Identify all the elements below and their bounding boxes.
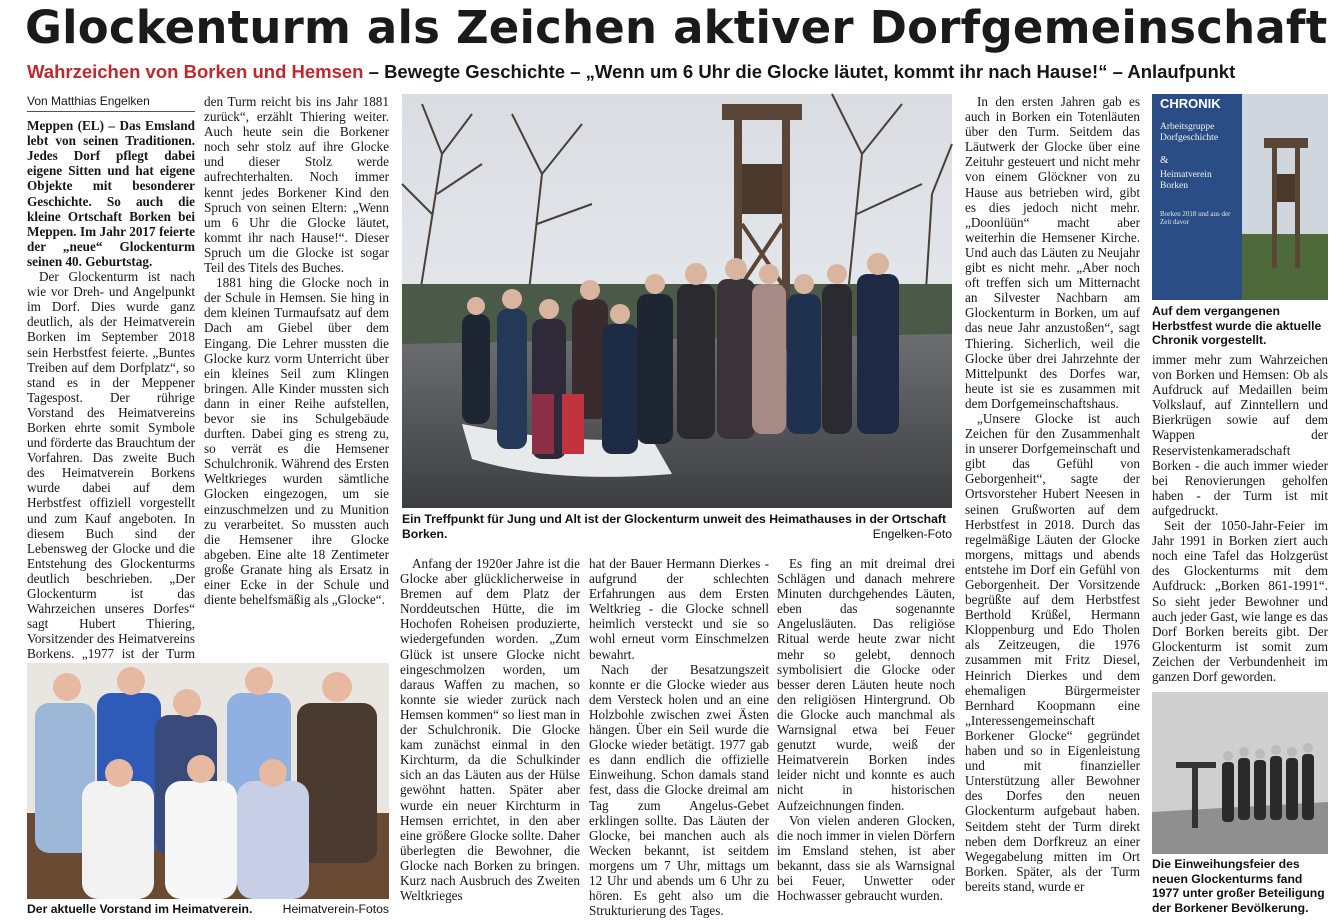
book-line2: Heimatverein Borken	[1160, 170, 1212, 191]
paragraph: Von vielen anderen Glocken, die noch immer in vielen Dörfern im Emsland stehen, ist aber bekannt, dass sie als Warnsignal bei Feuer, Unwetter oder Hochwasser gebraucht wurden.	[777, 812, 955, 904]
chronik-photo	[1152, 94, 1328, 300]
book-title: CHRONIK	[1160, 96, 1221, 111]
book-subtitle: Borken 2018 und aus der Zeit davor	[1160, 210, 1231, 226]
headline: Glockenturm als Zeichen aktiver Dorfgemeinschaft	[25, 1, 1328, 54]
main-photo-credit: Engelken-Foto	[872, 526, 952, 541]
column-2	[204, 94, 389, 650]
subhead-rest: – Bewegte Geschichte – „Wenn um 6 Uhr die Glocke läutet, kommt ihr nach Hause!“ – Anlaufpunkt	[363, 61, 1236, 82]
chronik-caption-text: Auf dem vergangenen Herbstfest wurde die aktuelle Chronik vorgestellt.	[1152, 304, 1322, 347]
paragraph: „Unsere Glocke ist auch Zeichen für den Zusammenhalt in unserer Dorfgemeinschaft und gibt das Gefühl von Geborgenheit“, sagte der Ortsvorsteher Hubert Neesen in seinen Grußworten auf dem Herbstfest in 2018. Durch das regelmäßige Läuten der Glocke morgens, mittags und abends entstehe im Dorf ein Gefühl von Geborgenheit. Der Vorsitzende begrüßte auf dem Herbstfest Berthold Krüßel, Hermann Kloppenburg und Edo Tholen als Zeitzeugen, die 1976 zusammen mit Fritz Diesel, Heinrich Dierkes und dem ehemaligen Bürgermeister Bernhard Koopmann eine „Interessengemeinschaft Borkener Glocke“ gegründet haben und so in Eigenleistung und mit finanzieller Unterstützung aller Bewohner des Dorfes den neuen Glockenturm aufgebaut haben. Seitdem steht der Turm direkt neben dem Dorfkreuz an einer Wegegabelung mitten im Ort Borken. Später, als der Turm bereits stand, wurde er	[965, 410, 1140, 894]
paragraph: 1881 hing die Glocke noch in der Schule in Hemsen. Sie hing in dem kleinen Turmaufsatz auf dem Dach am Giebel über dem Eingang. Die Lehrer mussten die Glocke kurz vorm Unterricht über ein kleines Seil zum Klingen bringen. Alle Kinder mussten sich dann in einer Reihe aufstellen, bevor sie ins Schulgebäude durften. Dabei ging es streng zu, so verrät es die Hemsener Schulchronik. Während des Ersten Weltkrieges wurden sämtliche Glocken eingezogen, um sie einzuschmelzen und zu Munition zu verarbeitet. So mussten auch die Hemsener ihre Glocke abgeben. Eine alte 18 Zentimeter große Granate hing als Ersatz in einer Ecke in der Schule und diente behelfsmäßig als „Glocke“.	[204, 275, 389, 608]
vorstand-photo	[27, 663, 389, 899]
paragraph: Der Glockenturm ist nach wie vor Dreh- und Angelpunkt im Dorf. Dies wurde ganz deutlich, als der Heimatverein Borken im September 2018 sein Herbstfest feierte. „Buntes Treiben auf dem Dorfplatz“, so stand es in der Meppener Tagespost. Der rührige Vorstand des Heimatvereins Borken ehrte somit Symbole und förderte das Brauchtum der Vorfahren. Das zweite Buch des Heimatverein Borkens wurde dabei auf dem Herbstfest offiziell vorgestellt und zum Kauf angeboten. In diesem Buch sind der Lebensweg der Glocke und die Entstehung des Glockenturms deutlich beschrieben. „Der Glockenturm ist das Wahrzeichen unseres Dorfes“ sagt Hubert Thiering, Vorsitzender des Heimatvereins Borkens. „1977 ist der Turm	[27, 269, 195, 662]
paragraph: Es fing an mit dreimal drei Schlägen und danach mehrere Minuten durchgehendes Läuten, eben das sogenannte Angelusläuten. Das religiöse Ritual werde heute zwar nicht mehr so gelebt, dennoch symbolisiert die Glocke oder besser deren Läuten heute noch den religiösen Hintergrund. Ob die Glocke auch manchmal als Warnsignal etwa bei Feuer genutzt wurde, weiß der Heimatverein Borken indes leider nicht und konnte es auch nicht in historischen Aufzeichnungen finden.	[777, 556, 955, 813]
einweihung-bw-photo	[1152, 692, 1328, 854]
einweihung-caption-text: Die Einweihungsfeier des neuen Glockenturms fand 1977 unter großer Beteiligung der Borkener Bevölkerung.	[1152, 857, 1325, 915]
einweihung-caption	[1152, 857, 1330, 915]
paragraph: Nach der Besatzungszeit konnte er die Glocke wieder aus dem Versteck holen und an eine Holzbohle zwischen zwei Ästen hängen. Über ein Seil wurde die Glocke wieder betätigt. 1977 gab es dann endlich die offizielle Einweihung. Schon damals stand fest, dass die Glocke dreimal am Tag zum Angelus-Gebet erklingen sollte. Das Läuten der Glocke, bei manchen auch als Wecken bekannt, ist seitdem morgens um 7 Uhr, mittags um 12 Uhr und abends um 6 Uhr zu hören. Es geht also um die Strukturierung des Tages.	[589, 661, 769, 919]
column-4b	[777, 556, 955, 922]
einweihung-photo	[1152, 692, 1328, 854]
byline: Von Matthias Engelken	[27, 94, 195, 112]
column-2b	[400, 556, 580, 922]
vorstand-caption	[27, 902, 389, 917]
group-photo-glockenturm	[402, 94, 952, 508]
column-5	[965, 94, 1140, 922]
paragraph: immer mehr zum Wahrzeichen von Borken und Hemsen: Ob als Aufdruck auf Medaillen beim Volkslauf, auf Zinntellern und Bierkrügen sowie auf dem Wappen der Reservistenkameradschaft Borken - die auch immer wieder bei Renovierungen geholfen haben - der Turm ist mit aufgedruckt.	[1152, 352, 1328, 518]
vorstand-group-photo	[27, 663, 389, 899]
main-caption-text: Ein Treffpunkt für Jung und Alt ist der Glockenturm unweit des Heimathauses in der Ortschaft Borken.	[402, 512, 946, 541]
vorstand-caption-text: Der aktuelle Vorstand im Heimatverein.	[27, 902, 253, 916]
column-1	[27, 94, 195, 662]
subhead	[27, 60, 1327, 84]
main-photo	[402, 94, 952, 508]
chronik-caption	[1152, 304, 1328, 348]
paragraph: In den ersten Jahren gab es auch in Borken ein Totenläuten über den Turm. Seitdem das Läutwerk der Glocke über eine Zeituhr gesteuert und nicht mehr von einem Glöckner von zu Hause aus betrieben wird, gibt es dies jedoch nicht mehr. „Doonlüün“ macht aber weiterhin die Hemsener Kirche. Und auch das Läuten zu Neujahr gibt es nicht mehr. „Aber noch oft treffen sich um Mitternacht an Silvester Nachbarn am Glockenturm in Borken, um auf das neue Jahr anzustoßen“, sagt Thiering. Sicherlich, weil die Glocke über drei Jahrzehnte der Mittelpunkt des Dorfes war, heute ist sie es zusammen mit dem Dorfgemeinschaftshaus.	[965, 94, 1140, 411]
book-line1: Arbeitsgruppe Dorfgeschichte	[1160, 122, 1219, 143]
column-6	[1152, 352, 1328, 682]
paragraph: hat der Bauer Hermann Dierkes - aufgrund der schlechten Erfahrungen aus dem Ersten Weltkrieg - die Glocke schnell heimlich versteckt und sie so wohl erneut vorm Einschmelzen bewahrt.	[589, 556, 769, 662]
main-photo-caption	[402, 512, 952, 541]
subhead-red: Wahrzeichen von Borken und Hemsen	[27, 61, 364, 82]
paragraph: Seit der 1050-Jahr-Feier im Jahr 1991 in Borken ziert auch noch eine Tafel das Holzgerüst des Glockenturms mit dem Aufdruck: „Borken 861-1991“. So sieht jeder Bewohner und auch jeder Gast, wie lange es das Dorf Borken bereits gibt. Der Glockenturm ist somit zum Zeichen der Verbundenheit im ganzen Dorf geworden.	[1152, 518, 1328, 684]
paragraph: den Turm reicht bis ins Jahr 1881 zurück“, erzählt Thiering weiter. Auch heute sein die Borkener noch sehr stolz auf ihre Glocke und dieser Stolz werde aufrechterhalten. Noch immer kennt jedes Borkener Kind den Spruch von seinen Eltern: „Wenn um 6 Uhr die Glocke läutet, kommt ihr nach Hause!“. Dieser Spruch um die Glocke ist sogar Teil des Titels des Buches.	[204, 94, 389, 276]
book-amp: &	[1160, 154, 1169, 166]
vorstand-photo-credit: Heimatverein-Fotos	[282, 902, 389, 916]
paragraph: Anfang der 1920er Jahre ist die Glocke aber glücklicherweise in Bremen auf dem Platz der Norddeutschen Hütte, die im Hochofen Roheisen produzierte, wiedergefunden worden. „Zum Glück ist unsere Glocke nicht eingeschmolzen worden, um daraus Waffen zu machen, so konnte sie wieder zurück nach Hemsen kommen“ so liest man in der Schulchronik. Die Glocke kam zunächst einmal in den Kirchturm, da die Schulkinder sich an das Läuten aus der Hülse gewöhnt hatten. Später aber wurde ein neuer Kirchturm in Hemsen errichtet, in den aber eine größere Glocke sollte. Daher überlegten die Bewohner, die Glocke nach Borken zu bringen. Kurz nach Ausbruch des Zweiten Weltkrieges	[400, 556, 580, 904]
column-3b	[589, 556, 769, 922]
lead-paragraph: Meppen (EL) – Das Emsland lebt von seinen Traditionen. Jedes Dorf pflegt dabei eigene Sitten und hat eigene Objekte mit besonderer Geschichte. So auch die kleine Ortschaft Borken bei Meppen. Im Jahr 2017 feierte der „neue“ Glockenturm seinen 40. Geburtstag.	[27, 118, 195, 269]
